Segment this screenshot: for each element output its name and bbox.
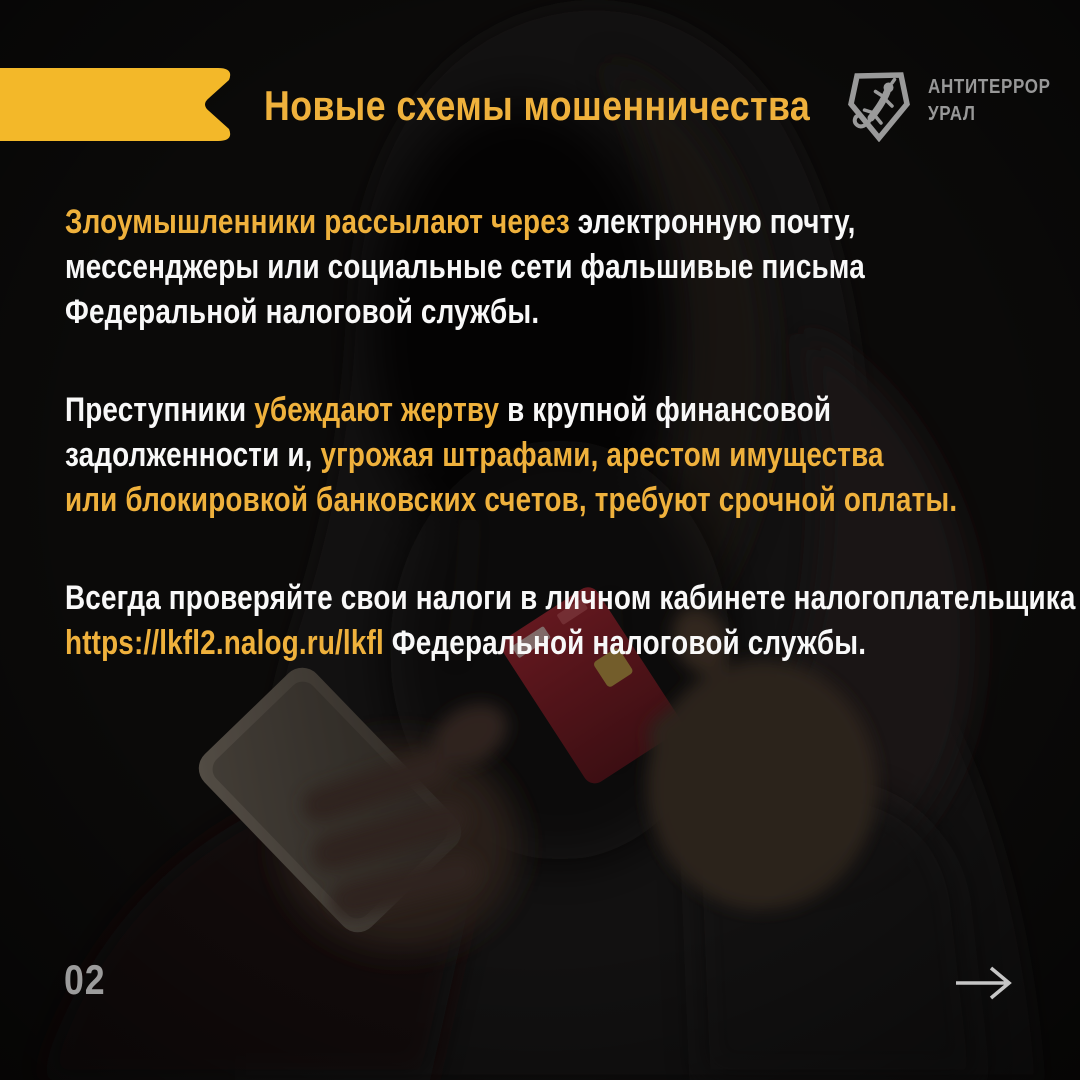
text-segment: электронную почту, (577, 203, 856, 241)
next-slide-arrow[interactable] (954, 962, 1020, 1004)
text-segment: в крупной финансовой (507, 391, 832, 429)
arrow-right-icon (954, 962, 1020, 1004)
text-line (65, 245, 865, 290)
text-segment: задолженности и, (65, 436, 321, 474)
text-segment: мессенджеры или социальные сети фальшивые письма (65, 248, 865, 286)
text-segment: Преступники (65, 391, 255, 429)
text-segment: Злоумышленники рассылают через (65, 203, 578, 241)
text-segment: или блокировкой банковских счетов, требуют срочной оплаты. (65, 481, 958, 519)
text-segment: угрожая штрафами, арестом имущества (320, 436, 884, 474)
text-line (65, 433, 957, 478)
page-number: 02 (64, 956, 106, 1003)
tax-cabinet-link[interactable]: https://lkfl2.nalog.ru/lkfl (65, 624, 384, 662)
text-line (65, 388, 957, 433)
logo-org-line1: АНТИТЕРРОР (928, 76, 1051, 98)
text-segment: убеждают жертву (254, 391, 508, 429)
text-line (65, 200, 865, 245)
text-line (65, 576, 1076, 621)
paragraph (65, 576, 1076, 666)
text-line (65, 290, 865, 335)
text-segment: Федеральной налоговой службы. (383, 624, 867, 662)
paragraph (65, 388, 957, 523)
body-text (65, 0, 1080, 1080)
page-title: Новые схемы мошенничества (264, 82, 811, 129)
text-segment: Федеральной налоговой службы. (65, 293, 540, 331)
text-segment: Всегда проверяйте свои налоги в личном кабинете налогоплательщика (65, 579, 1076, 617)
paragraph (65, 200, 865, 335)
text-line (65, 621, 1076, 666)
logo-org-line2: УРАЛ (928, 103, 976, 125)
text-line (65, 478, 957, 523)
